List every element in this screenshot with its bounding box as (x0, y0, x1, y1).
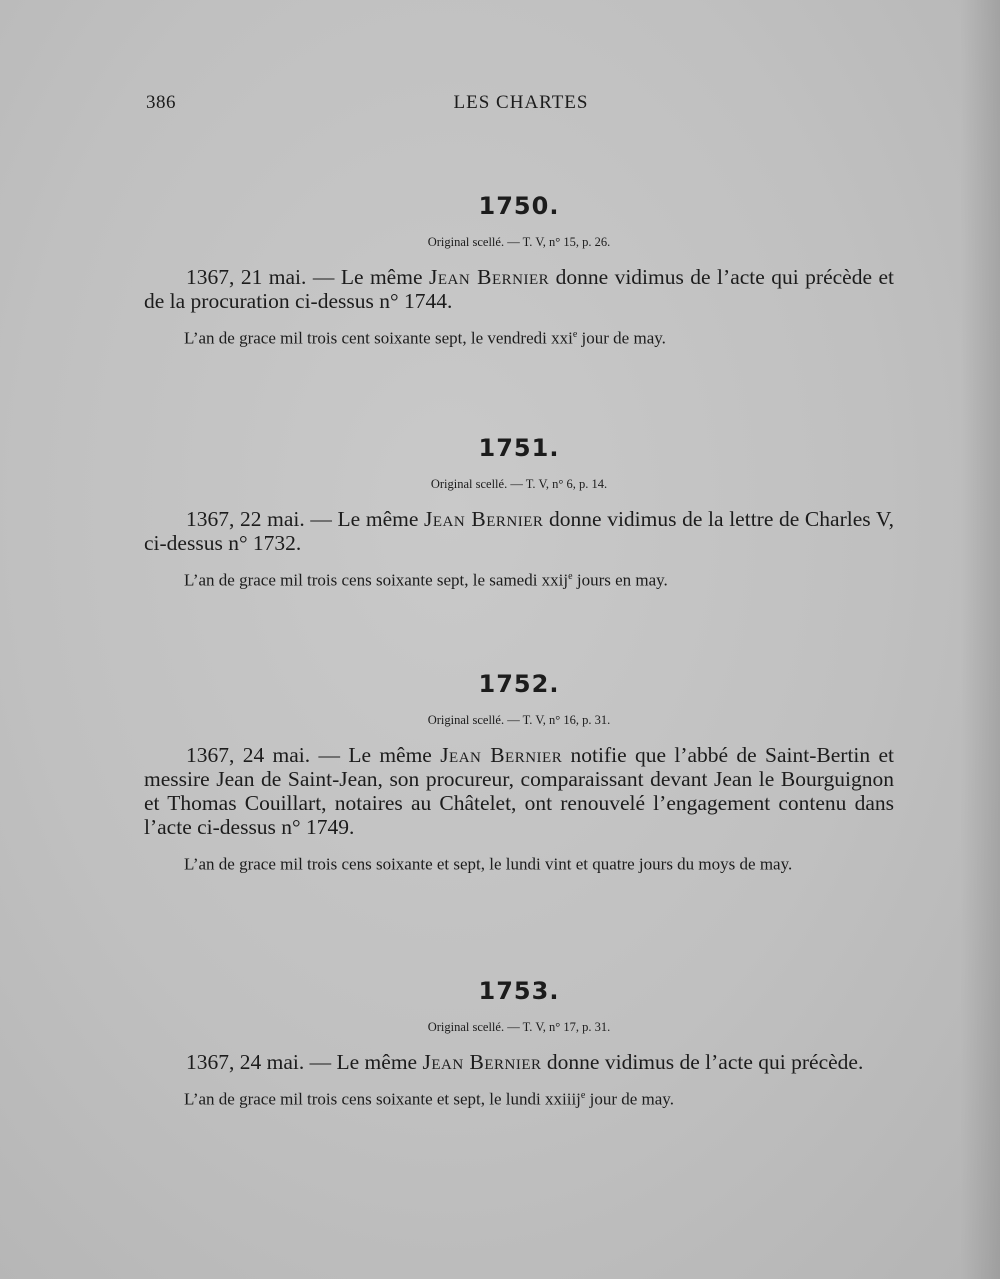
entry-number: 1752. (478, 670, 560, 698)
quoted-dating-clause (144, 564, 894, 594)
quote-text: L’an de grace mil trois cens soixante et sept, le lundi vint et quatre jours du moys de may. (184, 854, 793, 874)
page-number: 386 (146, 92, 176, 113)
entry-summary (144, 507, 894, 555)
source-note: Original scellé. — T. V, n° 6, p. 14. (430, 477, 608, 491)
entry-summary (144, 743, 894, 839)
source-note: Original scellé. — T. V, n° 16, p. 31. (427, 713, 611, 727)
source-note: Original scellé. — T. V, n° 15, p. 26. (427, 235, 611, 249)
charter-entry-1752 (144, 667, 894, 878)
quote-text: L’an de grace mil trois cent soixante sept, le vendredi xxi (184, 328, 573, 348)
charter-entry-1753 (144, 974, 894, 1113)
person-name: Jean Bernier (422, 1050, 542, 1074)
person-name: Jean Bernier (428, 265, 550, 289)
charter-entry-1750 (144, 189, 894, 352)
summary-text: notifie que l’abbé de Saint-Bertin et messire Jean de Saint-Jean, son procureur, comparaissant devant Jean le Bourguignon et Thomas Couillart, notaires au Châtelet, ont renouvelé l’engagement contenu dans l’acte ci-dessus n° 1749. (144, 743, 894, 839)
quoted-dating-clause (144, 848, 894, 878)
quoted-dating-clause (144, 322, 894, 352)
quote-text: jour de may. (577, 328, 666, 348)
running-title: LES CHARTES (453, 92, 589, 113)
summary-text: — Le même (304, 1050, 423, 1074)
quote-text: jours en may. (572, 570, 668, 590)
summary-text: donne vidimus de la lettre de Charles V, ci-dessus n° 1732. (144, 507, 894, 555)
entry-date: 1367, 22 mai. (186, 507, 305, 531)
person-name: Jean Bernier (424, 507, 544, 531)
entry-number: 1750. (478, 192, 560, 220)
summary-text: — Le même (306, 265, 429, 289)
entry-date: 1367, 24 mai. (186, 743, 311, 767)
quote-text: L’an de grace mil trois cens soixante et sept, le lundi xxiiij (184, 1089, 581, 1109)
entry-date: 1367, 24 mai. (186, 1050, 305, 1074)
source-note: Original scellé. — T. V, n° 17, p. 31. (427, 1020, 611, 1034)
summary-text: donne vidimus de l’acte qui précède. (541, 1050, 864, 1074)
charter-entry-1751 (144, 431, 894, 594)
person-name: Jean Bernier (440, 743, 563, 767)
entry-number: 1753. (478, 977, 560, 1005)
quoted-dating-clause (144, 1083, 894, 1113)
entry-summary (144, 1050, 894, 1074)
entry-summary (144, 265, 894, 313)
summary-text: donne vidimus de l’acte qui précède et de la procuration ci-dessus n° 1744. (144, 265, 894, 313)
entry-date: 1367, 21 mai. (186, 265, 307, 289)
summary-text: — Le même (310, 743, 441, 767)
quote-superscript: e (572, 329, 578, 340)
quote-superscript: e (580, 1090, 586, 1101)
running-head (146, 92, 896, 120)
summary-text: — Le même (304, 507, 425, 531)
quote-superscript: e (568, 571, 573, 582)
quote-text: jour de may. (585, 1089, 674, 1109)
entry-number: 1751. (478, 434, 560, 462)
quote-text: L’an de grace mil trois cens soixante sept, le samedi xxij (184, 570, 569, 590)
